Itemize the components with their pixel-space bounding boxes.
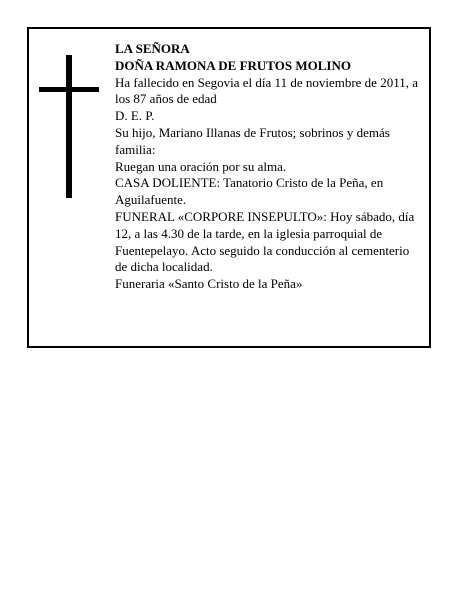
obituary-notice [27,27,431,348]
notice-mourning-house: CASA DOLIENTE: Tanatorio Cristo de la Peña, en Aguilafuente. [115,175,384,208]
notice-rip: D. E. P. [115,108,155,124]
notice-heading-title: LA SEÑORA [115,41,190,56]
notice-prayer-request: Ruegan una oración por su alma. [115,158,287,174]
notice-text-block [115,41,421,293]
cross-vertical-bar [66,55,72,198]
notice-funeral-home: Funeraria «Santo Cristo de la Peña» [115,276,303,292]
cross-horizontal-bar [39,87,99,92]
notice-funeral-details: FUNERAL «CORPORE INSEPULTO»: Hoy sábado, día 12, a las 4.30 de la tarde, en la iglesia parroquial de Fuentepelayo. Acto seguido la conducción al cementerio de dicha localidad. [115,208,415,275]
cross-icon [39,55,99,198]
notice-family: Su hijo, Mariano Illanas de Frutos; sobrinos y demás familia: [115,124,390,157]
notice-deceased-name: DOÑA RAMONA DE FRUTOS MOLINO [115,57,351,73]
notice-death-announcement: Ha fallecido en Segovia el día 11 de noviembre de 2011, a los 87 años de edad [115,74,418,107]
